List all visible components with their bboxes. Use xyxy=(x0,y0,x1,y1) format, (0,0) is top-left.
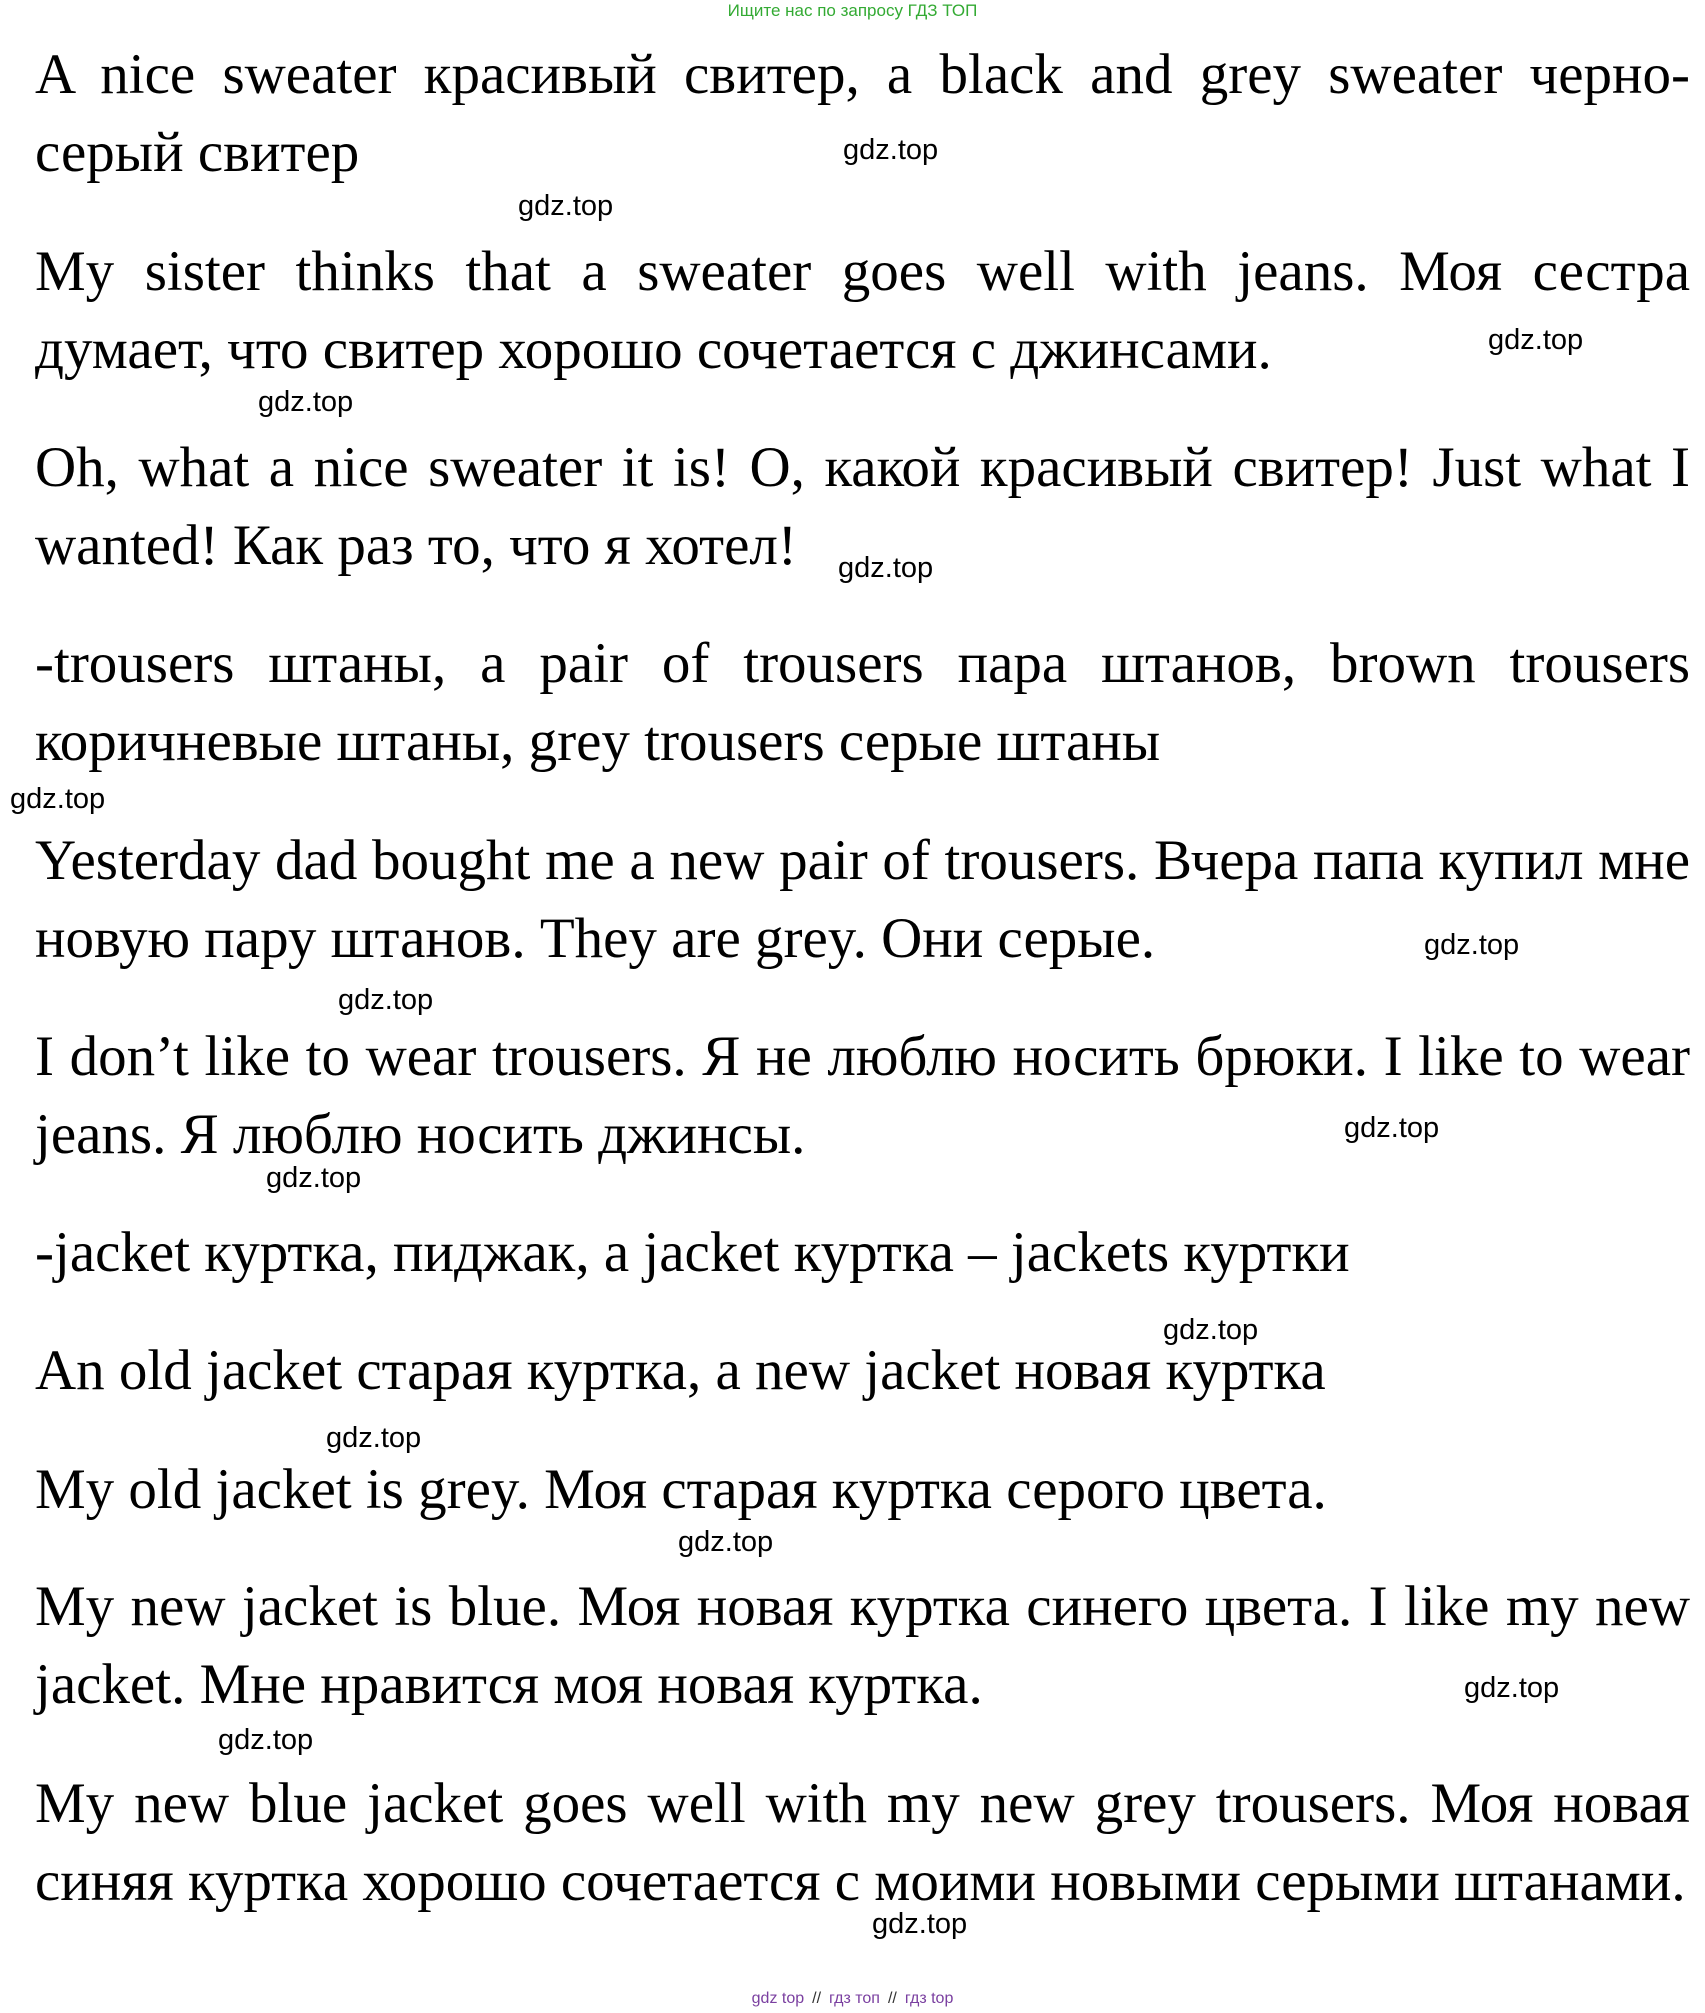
watermark-text: gdz.top xyxy=(326,1422,422,1454)
watermark-text: gdz.top xyxy=(10,783,106,815)
footer-separator: // xyxy=(887,1990,897,2007)
paragraph-5: Yesterday dad bought me a new pair of trousers. Вчера папа купил мне новую пару штанов. They are grey. Они серые. xyxy=(35,829,1690,970)
watermark-text: gdz.top xyxy=(1163,1314,1259,1346)
watermark-text: gdz.top xyxy=(518,190,614,222)
paragraph-11: My new blue jacket goes well with my new grey trousers. Моя новая синяя куртка хорошо сочетается с моими новыми серыми штанами. xyxy=(35,1772,1690,1913)
footer-links xyxy=(0,1989,1705,2009)
paragraph-4: -trousers штаны, a pair of trousers пара штанов, brown trousers коричневые штаны, grey trousers серые штаны xyxy=(35,632,1690,773)
paragraph-10: My new jacket is blue. Моя новая куртка синего цвета. I like my new jacket. Мне нравится моя новая куртка. xyxy=(35,1575,1690,1716)
watermark-text: gdz.top xyxy=(843,134,939,166)
watermark-text: gdz.top xyxy=(218,1724,314,1756)
watermark-text: gdz.top xyxy=(872,1908,968,1940)
paragraph-9: My old jacket is grey. Моя старая куртка серого цвета. xyxy=(35,1458,1327,1521)
watermark-text: gdz.top xyxy=(678,1526,774,1558)
paragraph-6: I don’t like to wear trousers. Я не люблю носить брюки. I like to wear jeans. Я люблю носить джинсы. xyxy=(35,1025,1690,1166)
paragraph-7: -jacket куртка, пиджак, a jacket куртка – jackets куртки xyxy=(35,1221,1350,1284)
paragraph-1: A nice sweater красивый свитер, a black and grey sweater черно-серый свитер xyxy=(35,43,1690,184)
paragraph-8: An old jacket старая куртка, a new jacket новая куртка xyxy=(35,1339,1326,1402)
watermark-text: gdz.top xyxy=(258,386,354,418)
watermark-text: gdz.top xyxy=(1344,1112,1440,1144)
footer-link-gdz-top-mixed[interactable]: гдз top xyxy=(904,1990,954,2007)
footer-link-gdz-top[interactable]: gdz top xyxy=(751,1990,805,2007)
watermark-text: gdz.top xyxy=(338,984,434,1016)
paragraph-2: My sister thinks that a sweater goes well with jeans. Моя сестра думает, что свитер хорошо сочетается с джинсами. xyxy=(35,240,1690,381)
watermark-text: gdz.top xyxy=(266,1162,362,1194)
footer-separator: // xyxy=(812,1990,822,2007)
search-hint-banner[interactable]: Ищите нас по запросу ГДЗ ТОП xyxy=(727,1,978,20)
watermark-text: gdz.top xyxy=(1424,929,1520,961)
watermark-text: gdz.top xyxy=(1464,1672,1560,1704)
watermark-text: gdz.top xyxy=(838,552,934,584)
footer-link-gdz-top-ru[interactable]: гдз топ xyxy=(829,1990,880,2007)
paragraph-3: Oh, what a nice sweater it is! О, какой красивый свитер! Just what I wanted! Как раз то, что я хотел! xyxy=(35,436,1690,577)
watermark-text: gdz.top xyxy=(1488,324,1584,356)
